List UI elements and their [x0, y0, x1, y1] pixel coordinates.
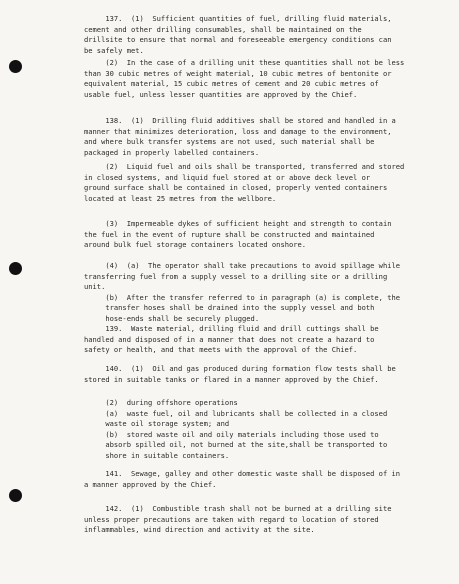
text-line: (b) After the transfer referred to in paragraph (a) is complete, the: [84, 292, 401, 302]
text-line: (4) (a) The operator shall take precautions to avoid spillage while: [84, 261, 401, 270]
paragraph-p140-1: [84, 364, 414, 385]
text-line: usable fuel, unless lesser quantities are approved by the Chief.: [84, 89, 358, 99]
paragraph-p137-1: [84, 14, 414, 56]
text-line: around bulk fuel storage containers located onshore.: [84, 240, 307, 250]
paragraph-p140-2: [84, 398, 414, 462]
paragraph-p137-2: [84, 58, 414, 100]
text-line: the fuel in the event of rupture shall be constructed and maintained: [84, 229, 375, 239]
text-line: packaged in properly labelled containers.: [84, 147, 260, 157]
paragraph-p141: [84, 469, 414, 490]
text-line: cement and other drilling consumables, shall be maintained on the: [84, 24, 362, 34]
text-line: located at least 25 metres from the wellbore.: [84, 193, 277, 203]
text-line: ground surface shall be contained in closed, properly vented containers: [84, 183, 388, 193]
text-line: 138. (1) Drilling fluid additives shall be stored and handled in a: [84, 116, 396, 125]
text-line: and where bulk transfer systems are not used, such material shall be: [84, 137, 375, 147]
text-line: inflammables, wind direction and activity at the site.: [84, 525, 315, 535]
text-line: hose-ends shall be securely plugged.: [84, 313, 260, 323]
text-line: equivalent material, 15 cubic metres of cement and 20 cubic metres of: [84, 79, 379, 89]
text-line: unless proper precautions are taken with regard to location of stored: [84, 514, 379, 524]
text-line: shore in suitable containers.: [84, 450, 230, 460]
text-line: (2) Liquid fuel and oils shall be transported, transferred and stored: [84, 162, 405, 171]
text-line: 142. (1) Combustible trash shall not be burned at a drilling site: [84, 504, 392, 513]
text-line: 139. Waste material, drilling fluid and drill cuttings shall be: [84, 324, 379, 333]
text-line: than 30 cubic metres of weight material, 10 cubic metres of bentonite or: [84, 68, 392, 78]
text-line: (2) during offshore operations: [84, 398, 238, 407]
text-line: drillsite to ensure that normal and foreseeable emergency conditions can: [84, 35, 392, 45]
text-line: be safely met.: [84, 45, 144, 55]
text-line: absorb spilled oil, not burned at the site,shall be transported to: [84, 440, 388, 450]
punch-hole: [9, 60, 22, 73]
text-line: (3) Impermeable dykes of sufficient height and strength to contain: [84, 219, 392, 228]
paragraph-p138-4: [84, 261, 414, 325]
text-line: in closed systems, and liquid fuel stored at or above deck level or: [84, 172, 371, 182]
paragraph-p138-2: [84, 162, 414, 204]
text-line: safety or health, and that meets with the approval of the Chief.: [84, 345, 358, 355]
paragraph-p138-3: [84, 219, 414, 251]
paragraph-p139: [84, 324, 414, 356]
punch-hole: [9, 262, 22, 275]
text-line: transferring fuel from a supply vessel to a drilling site or a drilling: [84, 271, 388, 281]
text-line: (a) waste fuel, oil and lubricants shall be collected in a closed: [84, 408, 388, 418]
text-line: waste oil storage system; and: [84, 419, 230, 429]
text-line: 137. (1) Sufficient quantities of fuel, drilling fluid materials,: [84, 14, 392, 23]
text-line: handled and disposed of in a manner that does not create a hazard to: [84, 334, 375, 344]
paragraph-p142: [84, 504, 414, 536]
text-line: (b) stored waste oil and oily materials including those used to: [84, 429, 379, 439]
text-line: stored in suitable tanks or flared in a manner approved by the Chief.: [84, 374, 379, 384]
text-line: 141. Sewage, galley and other domestic waste shall be disposed of in: [84, 469, 401, 478]
text-line: manner that minimizes deterioration, loss and damage to the environment,: [84, 126, 392, 136]
paragraph-p138-1: [84, 116, 414, 158]
text-line: 140. (1) Oil and gas produced during formation flow tests shall be: [84, 364, 396, 373]
text-line: transfer hoses shall be drained into the supply vessel and both: [84, 303, 375, 313]
punch-hole: [9, 489, 22, 502]
text-line: a manner approved by the Chief.: [84, 479, 217, 489]
text-line: unit.: [84, 282, 106, 292]
text-line: (2) In the case of a drilling unit these quantities shall not be less: [84, 58, 405, 67]
